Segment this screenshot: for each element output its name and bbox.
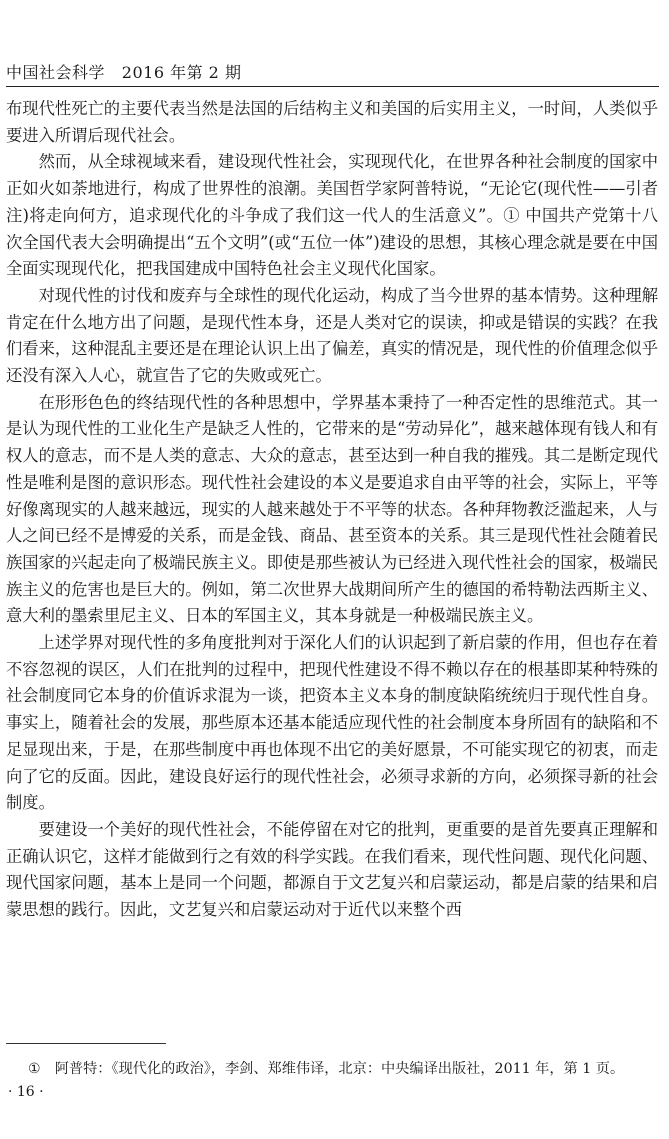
journal-title: 中国社会科学	[6, 63, 106, 82]
running-header	[6, 60, 241, 83]
header-rule	[6, 86, 659, 87]
paragraph: 然而，从全球视域来看，建设现代性社会，实现现代化，在世界各种社会制度的国家中正如火如荼地进行，构成了世界性的浪潮。美国哲学家阿普特说，“无论它(现代性——引者注)将走向何方，追求现代化的斗争成了我们这一代人的生活意义”。① 中国共产党第十八次全国代表大会明确提出“五个文明”(或“五位一体”)建设的思想，其核心理念就是要在中国全面实现现代化，把我国建成中国特色社会主义现代化国家。	[6, 152, 658, 279]
page-number: · 16 ·	[8, 1084, 44, 1100]
paragraph: 在形形色色的终结现代性的各种思想中，学界基本秉持了一种否定性的思维范式。其一是认为现代性的工业化生产是缺乏人性的，它带来的是“劳动异化”，越来越体现有钱人和有权人的意志，而不是人类的意志、大众的意志，甚至达到一种自我的摧残。其二是断定现代性是唯利是图的意识形态。现代性社会建设的本义是要追求自由平等的社会，实际上，平等好像离现实的人越来越远，现实的人越来越处于不平等的状态。各种拜物教泛滥起来，人与人之间已经不是博爱的关系，而是金钱、商品、甚至资本的关系。其三是现代性社会随着民族国家的兴起走向了极端民族主义。即使是那些被认为已经进入现代性社会的国家，极端民族主义的危害也是巨大的。例如，第二次世界大战期间所产生的德国的希特勒法西斯主义、意大利的墨索里尼主义、日本的军国主义，其本身就是一种极端民族主义。	[6, 392, 658, 626]
paragraph-continued: 布现代性死亡的主要代表当然是法国的后结构主义和美国的后实用主义，一时间，人类似乎要进入所谓后现代社会。	[6, 99, 658, 145]
article-body	[6, 96, 658, 924]
footnote-rule	[6, 1043, 166, 1044]
paragraph: 要建设一个美好的现代性社会，不能停留在对它的批判，更重要的是首先要真正理解和正确认识它，这样才能做到行之有效的科学实践。在我们看来，现代性问题、现代化问题、现代国家问题，基本上是同一个问题，都源自于文艺复兴和启蒙运动，都是启蒙的结果和启蒙思想的践行。因此，文艺复兴和启蒙运动对于近代以来整个西	[6, 819, 658, 920]
footnote-text: 阿普特：《现代化的政治》，李剑、郑维伟译，北京：中央编译出版社，2011 年，第 1 页。	[54, 1061, 625, 1077]
footnote-marker: ①	[28, 1061, 41, 1077]
paragraph: 对现代性的讨伐和废弃与全球性的现代化运动，构成了当今世界的基本情势。这种理解肯定在什么地方出了问题，是现代性本身，还是人类对它的误读，抑或是错误的实践？在我们看来，这种混乱主要还是在理论认识上出了偏差，真实的情况是，现代性的价值理念似乎还没有深入人心，就宣告了它的失败或死亡。	[6, 285, 658, 386]
footnote	[28, 1059, 658, 1079]
issue-label: 2016 年第 2 期	[121, 63, 242, 82]
paragraph: 上述学界对现代性的多角度批判对于深化人们的认识起到了新启蒙的作用，但也存在着不容忽视的误区，人们在批判的过程中，把现代性建设不得不赖以存在的根基即某种特殊的社会制度同它本身的价值诉求混为一谈，把资本主义本身的制度缺陷统统归于现代性自身。事实上，随着社会的发展，那些原本还基本能适应现代性的社会制度本身所固有的缺陷和不足显现出来，于是，在那些制度中再也体现不出它的美好愿景，不可能实现它的初衷，而走向了它的反面。因此，建设良好运行的现代性社会，必须寻求新的方向，必须探寻新的社会制度。	[6, 633, 658, 813]
